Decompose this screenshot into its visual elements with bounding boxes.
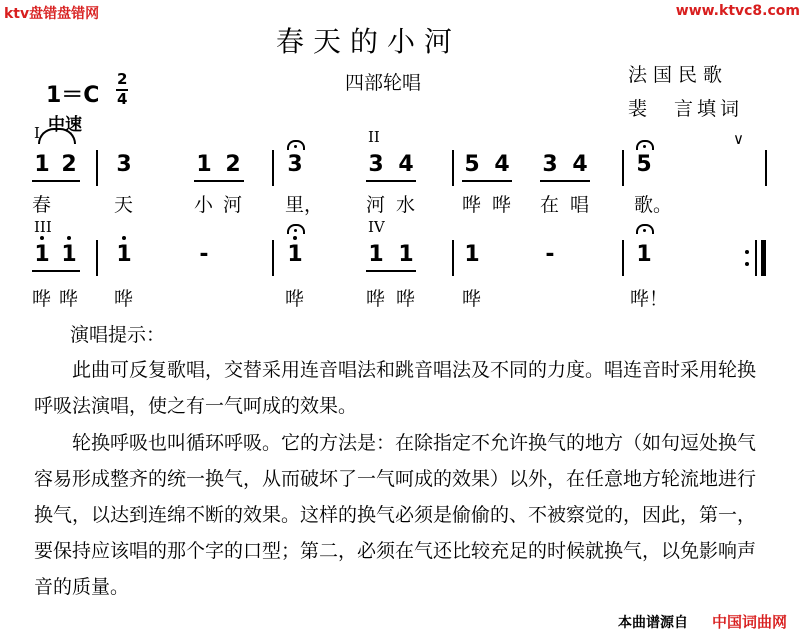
key-signature: 1＝C xyxy=(46,83,100,108)
note: 5 xyxy=(636,152,652,177)
dash: - xyxy=(545,242,555,267)
note: 1 xyxy=(196,152,212,177)
tempo-marking: 中速 xyxy=(48,115,82,135)
credit-site: 中国词曲网 xyxy=(712,613,788,631)
bar-line xyxy=(765,150,767,186)
eighth-beam xyxy=(366,270,416,272)
fermata xyxy=(287,140,305,150)
repeat-bar-thin xyxy=(755,240,757,276)
note: 1 xyxy=(368,242,384,267)
note: 2 xyxy=(225,152,241,177)
note: 1 xyxy=(61,242,77,267)
eighth-beam xyxy=(32,270,80,272)
high-octave-dot xyxy=(67,236,71,240)
note: 2 xyxy=(61,152,77,177)
lyric: 哗 xyxy=(462,194,482,216)
lyric: 春 xyxy=(32,194,52,216)
lyric: 哗 xyxy=(114,288,134,310)
high-octave-dot xyxy=(122,236,126,240)
note: 3 xyxy=(116,152,132,177)
repeat-dot xyxy=(745,250,749,254)
note: 3 xyxy=(542,152,558,177)
lyric: 里， xyxy=(285,194,324,216)
note: 1 xyxy=(287,242,303,267)
part-mark-3: III xyxy=(34,218,52,236)
bar-line xyxy=(96,150,98,186)
bar-line xyxy=(272,150,274,186)
part-mark-1: I xyxy=(34,124,40,142)
song-origin: 法国民歌 xyxy=(628,64,729,86)
bar-line xyxy=(452,150,454,186)
bar-line xyxy=(96,240,98,276)
note: 5 xyxy=(464,152,480,177)
lyric: 哗 xyxy=(396,288,416,310)
bar-line xyxy=(272,240,274,276)
lyric: 哗 xyxy=(366,288,386,310)
tips-paragraph-2: 轮换呼吸也叫循环呼吸。它的方法是：在除指定不允许换气的地方（如句逗处换气容易形成整齐的统一换气，从而破坏了一气呵成的效果）以外，在任意地方轮流地进行换气，以达到连绵不断的效果。这样的换气必须是偷偷的、不被察觉的，因此，第一，要保持应该唱的那个字的口型；第二，必须在气还比较充足的时候就换气，以免影响声音的质量。 xyxy=(34,432,757,598)
note: 1 xyxy=(464,242,480,267)
song-subtitle: 四部轮唱 xyxy=(345,72,422,94)
eighth-beam xyxy=(540,180,590,182)
bar-line xyxy=(622,240,624,276)
fermata xyxy=(636,224,654,234)
note: 4 xyxy=(398,152,414,177)
fermata xyxy=(287,224,305,234)
credit-source: 本曲谱源自 xyxy=(618,615,688,631)
lyric: 天 xyxy=(114,194,134,216)
note: 1 xyxy=(34,152,50,177)
lyric: 哗！ xyxy=(630,288,669,310)
lyric: 小 xyxy=(194,194,214,216)
dash: - xyxy=(199,242,209,267)
eighth-beam xyxy=(194,180,244,182)
lyric: 哗 xyxy=(59,288,79,310)
time-signature-top: 2 xyxy=(117,70,128,88)
lyric: 哗 xyxy=(285,288,305,310)
eighth-beam xyxy=(462,180,512,182)
note: 4 xyxy=(494,152,510,177)
eighth-beam xyxy=(32,180,80,182)
tips-heading: 演唱提示： xyxy=(70,324,166,346)
bar-line xyxy=(452,240,454,276)
song-title: 春天的小河 xyxy=(276,25,462,58)
high-octave-dot xyxy=(293,236,297,240)
watermark-left: ktv盘错盘错网 xyxy=(4,6,100,22)
song-lyricist: 裴 言填词 xyxy=(628,98,744,120)
lyric: 水 xyxy=(396,194,416,216)
note: 1 xyxy=(398,242,414,267)
breath-mark: ∨ xyxy=(733,130,744,148)
note: 1 xyxy=(34,242,50,267)
high-octave-dot xyxy=(40,236,44,240)
repeat-dot xyxy=(745,262,749,266)
note: 1 xyxy=(636,242,652,267)
lyric: 歌。 xyxy=(634,194,673,216)
lyric: 河 xyxy=(223,194,243,216)
tips-paragraph-1: 此曲可反复歌唱，交替采用连音唱法和跳音唱法及不同的力度。唱连音时采用轮换呼吸法演唱，使之有一气呵成的效果。 xyxy=(34,359,757,417)
part-mark-4: IV xyxy=(368,218,385,236)
lyric: 哗 xyxy=(32,288,52,310)
time-signature-bottom: 4 xyxy=(117,90,128,108)
note: 3 xyxy=(368,152,384,177)
lyric: 唱 xyxy=(570,194,590,216)
note: 4 xyxy=(572,152,588,177)
fermata xyxy=(636,140,654,150)
lyric: 哗 xyxy=(492,194,512,216)
watermark-right: www.ktvc8.com xyxy=(675,3,800,19)
lyric: 河 xyxy=(366,194,386,216)
repeat-bar-thick xyxy=(761,240,766,276)
bar-line xyxy=(622,150,624,186)
eighth-beam xyxy=(366,180,416,182)
part-mark-2: II xyxy=(368,128,380,146)
lyric: 哗 xyxy=(462,288,482,310)
lyric: 在 xyxy=(540,194,560,216)
note: 3 xyxy=(287,152,303,177)
note: 1 xyxy=(116,242,132,267)
